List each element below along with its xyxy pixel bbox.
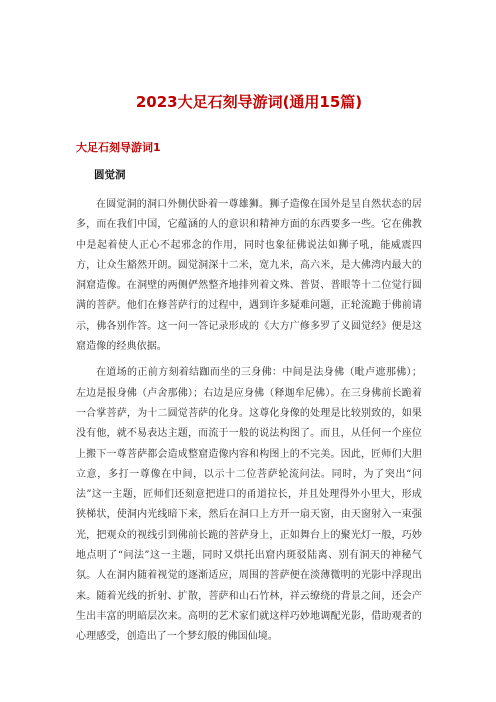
paragraph: 在圆觉洞的洞口外侧伏卧着一尊雄狮。狮子造像在国外是呈自然状态的居多，而在我们中国，它蕴涵的人的意识和精神方面的东西要多一些。它在佛教中是起着使人正心不起邪念的作用，同时也象征佛说法如狮子吼，能威震四方，让众生豁然开朗。圆觉洞深十二米，宽九米，高六米，是大佛湾内最大的洞窟造像。在洞壁的两侧俨然整齐地排列着文殊、普贤、普眼等十二位觉行圆满的菩萨。他们在修菩萨行的过程中，遇到许多疑难问题，正轮流跪于佛前请示，佛各别作答。这一问一答记录形成的《大方广修多罗了义圆觉经》便是这窟造像的经典依据。	[76, 199, 422, 353]
sub-heading: 圆觉洞	[94, 169, 126, 181]
paragraph: 在道场的正前方刻着结跏而坐的三身佛：中间是法身佛（毗卢遮那佛）；左边是报身佛（卢舍那佛）；右边是应身佛（释迦牟尼佛）。在三身佛前长跪着一合掌菩萨，为十二圆觉菩萨的化身。这尊化身像的处理是比较别致的，如果没有他，就不易表达主题，而流于一般的说法构图了。而且，从任何一个座位上搬下一尊菩萨都会造成整窟造像内容和构图上的不完美。因此，匠师们大胆立意，多打一尊像在中间，以示十二位菩萨轮流问法。同时，为了突出“问法”这一主题，匠师们还刻意把进口的甬道拉长，并且处理得外小里大，形成狭梯状，使洞内光线暗下来，然后在洞口上方开一扇天窗，由天窗射入一束强光，把观众的视线引到佛前长跪的菩萨身上，正如舞台上的聚光灯一般，巧妙地点明了“问法”这一主题，同时又烘托出窟内斑驳陆离、别有洞天的神秘气氛。人在洞内随着视觉的逐渐适应，周围的菩萨便在淡薄微明的光影中浮现出来。随着光线的折射、扩散，菩萨和山石竹林，祥云缭绕的背景之间，还会产生出丰富的明暗层次来。高明的艺术家们就这样巧妙地调配光影，借助观者的心理感受，创造出了一个梦幻般的佛国仙境。	[76, 367, 422, 643]
document-title: 2023大足石刻导游词(通用15篇)	[135, 93, 363, 111]
section-heading: 大足石刻导游词1	[76, 141, 161, 154]
